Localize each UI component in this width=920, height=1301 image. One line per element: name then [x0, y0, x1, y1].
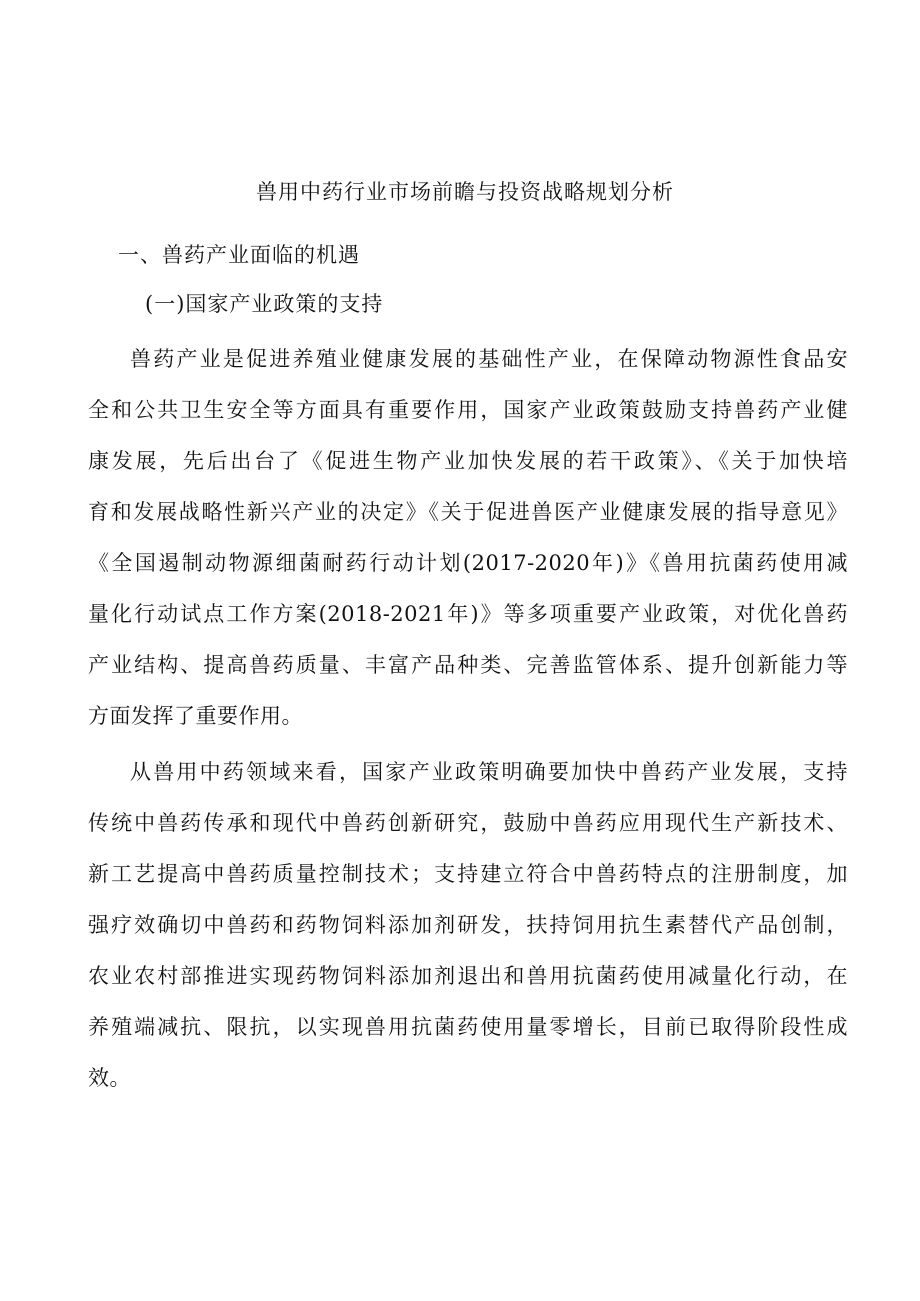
paragraph-line: 方面发挥了重要作用。 [88, 704, 303, 728]
paragraph-line: 兽药产业是促进养殖业健康发展的基础性产业，在保障动物源性食品安 [130, 347, 848, 371]
paragraph-policy-support [88, 334, 848, 742]
section-heading: 一、兽药产业面临的机遇 [118, 243, 360, 267]
paragraph-line: 产业结构、提高兽药质量、丰富产品种类、完善监管体系、提升创新能力等 [88, 653, 848, 677]
paragraph-line: 效。 [88, 1066, 131, 1090]
paragraph-line: 强疗效确切中兽药和药物饲料添加剂研发，扶持饲用抗生素替代产品创制， [88, 913, 848, 937]
paragraph-line: 《全国遏制动物源细菌耐药行动计划(2017-2020年)》《兽用抗菌药使用减 [88, 551, 848, 575]
paragraph-line: 养殖端减抗、限抗，以实现兽用抗菌药使用量零增长，目前已取得阶段性成 [88, 1015, 848, 1039]
paragraph-line: 全和公共卫生安全等方面具有重要作用，国家产业政策鼓励支持兽药产业健 [88, 398, 848, 422]
paragraph-line: 从兽用中药领域来看，国家产业政策明确要加快中兽药产业发展，支持 [130, 760, 848, 784]
paragraph-line: 农业农村部推进实现药物饲料添加剂退出和兽用抗菌药使用减量化行动，在 [88, 964, 848, 988]
paragraph-tcm-veterinary [88, 747, 848, 1104]
subsection-heading: (一)国家产业政策的支持 [145, 292, 384, 316]
paragraph-line: 康发展，先后出台了《促进生物产业加快发展的若干政策》、《关于加快培 [88, 449, 848, 473]
document-title: 兽用中药行业市场前瞻与投资战略规划分析 [256, 180, 674, 204]
paragraph-line: 量化行动试点工作方案(2018-2021年)》等多项重要产业政策，对优化兽药 [88, 602, 848, 626]
paragraph-line: 育和发展战略性新兴产业的决定》《关于促进兽医产业健康发展的指导意见》 [88, 500, 848, 524]
paragraph-line: 新工艺提高中兽药质量控制技术；支持建立符合中兽药特点的注册制度，加 [88, 862, 848, 886]
paragraph-line: 传统中兽药传承和现代中兽药创新研究，鼓励中兽药应用现代生产新技术、 [88, 811, 848, 835]
